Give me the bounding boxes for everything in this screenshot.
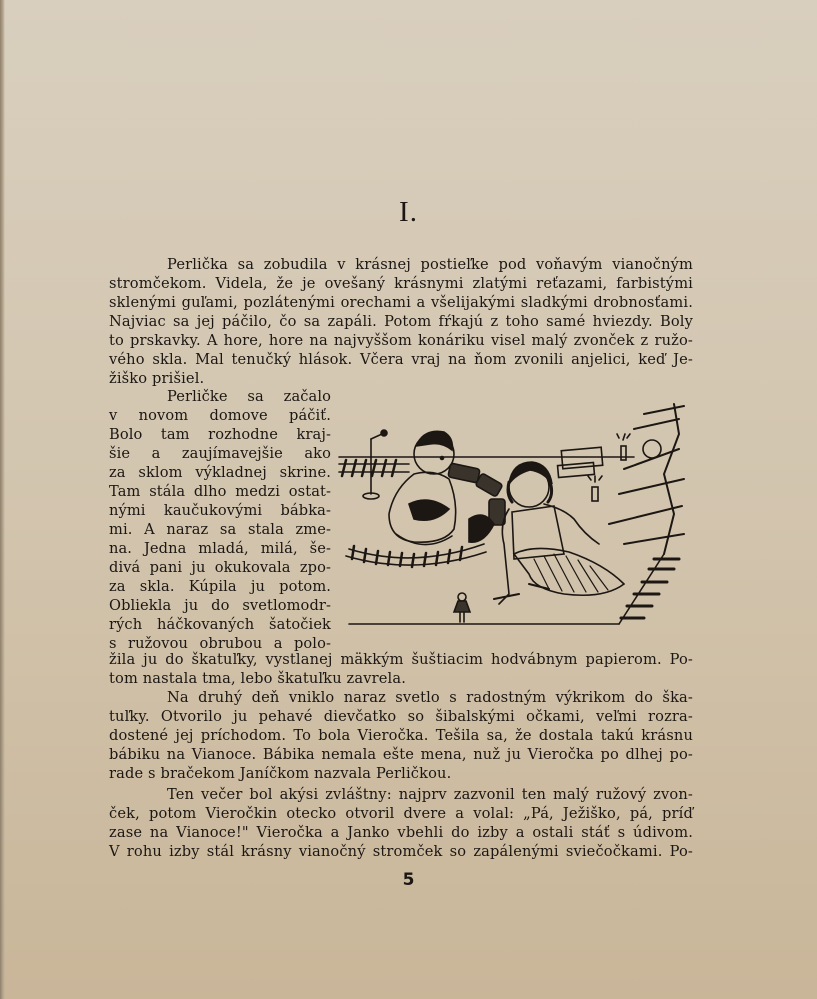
paragraph-2-continued — [109, 650, 693, 688]
text-line: bábiku na Vianoce. Bábika nemala ešte mena, nuž ju Vieročka po dlhej po- — [109, 746, 693, 763]
text-line: nými kaučukovými bábka- — [109, 502, 331, 519]
text-line: s ružovou obrubou a polo- — [109, 635, 331, 652]
text-line: šie a zaujímavejšie ako — [109, 445, 331, 462]
text-line: Perličke sa začalo — [167, 388, 331, 405]
text-line: sklenými guľami, pozlátenými orechami a všelijakými sladkými drobnosťami. — [109, 294, 693, 311]
text-line: Najviac sa jej páčilo, čo sa zapáli. Potom fŕkajú z toho samé hviezdy. Boly — [109, 313, 693, 330]
text-line: tom nastala tma, lebo škatuľku zavrela. — [109, 670, 406, 687]
text-line: zase na Vianoce!" Vieročka a Janko vbehli do izby a ostali stáť s údivom. — [109, 824, 693, 841]
text-line: stromčekom. Videla, že je ovešaný krásnymi zlatými reťazami, farbistými — [109, 275, 693, 292]
text-line: dostené jej príchodom. To bola Vieročka. Tešila sa, že dostala takú krásnu — [109, 727, 693, 744]
text-line: divá pani ju okukovala zpo- — [109, 559, 331, 576]
text-line: rých háčkovaných šatočiek — [109, 616, 331, 633]
text-line: rade s bračekom Janíčkom nazvala Perličkou. — [109, 765, 452, 782]
text-line: Perlička sa zobudila v krásnej postieľke pod voňavým vianočným — [167, 256, 693, 273]
text-line: Na druhý deň vniklo naraz svetlo s radostným výkrikom do ška- — [167, 689, 693, 706]
text-line: v novom domove páčiť. — [109, 407, 331, 424]
paragraph-2-column — [109, 387, 331, 653]
text-line: Obliekla ju do svetlomodr- — [109, 597, 331, 614]
text-line: vého skla. Mal tenučký hlások. Včera vraj na ňom zvonili anjelici, keď Je- — [109, 351, 693, 368]
text-line: Bolo tam rozhodne kraj- — [109, 426, 331, 443]
text-line: žila ju do škatuľky, vystlanej mäkkým šuštiacim hodvábnym papierom. Po- — [109, 651, 693, 668]
text-line: Ten večer bol akýsi zvláštny: najprv zazvonil ten malý ružový zvon- — [167, 786, 693, 803]
text-line: tuľky. Otvorilo ju pehavé dievčatko so šibalskými očkami, veľmi rozra- — [109, 708, 693, 725]
chapter-heading: I. — [399, 196, 418, 228]
text-line: V rohu izby stál krásny vianočný stromček so zapálenými sviečočkami. Po- — [109, 843, 693, 860]
text-line: to prskavky. A hore, hore na najvyššom konáriku visel malý zvonček z ružo- — [109, 332, 693, 349]
text-line: za sklom výkladnej skrine. — [109, 464, 331, 481]
paragraph-1 — [109, 255, 693, 388]
illustration-children-train — [334, 394, 704, 654]
text-line: na. Jedna mladá, milá, še- — [109, 540, 331, 557]
text-line: za skla. Kúpila ju potom. — [109, 578, 331, 595]
text-line: mi. A naraz sa stala zme- — [109, 521, 331, 538]
text-line: Tam stála dlho medzi ostat- — [109, 483, 331, 500]
page-number: 5 — [402, 870, 415, 890]
text-line: ček, potom Vieročkin otecko otvoril dvere a volal: „Pá, Ježiško, pá, príď — [109, 805, 693, 822]
paragraph-4 — [109, 785, 693, 861]
text-line: žiško prišiel. — [109, 370, 205, 387]
paragraph-3 — [109, 688, 693, 783]
